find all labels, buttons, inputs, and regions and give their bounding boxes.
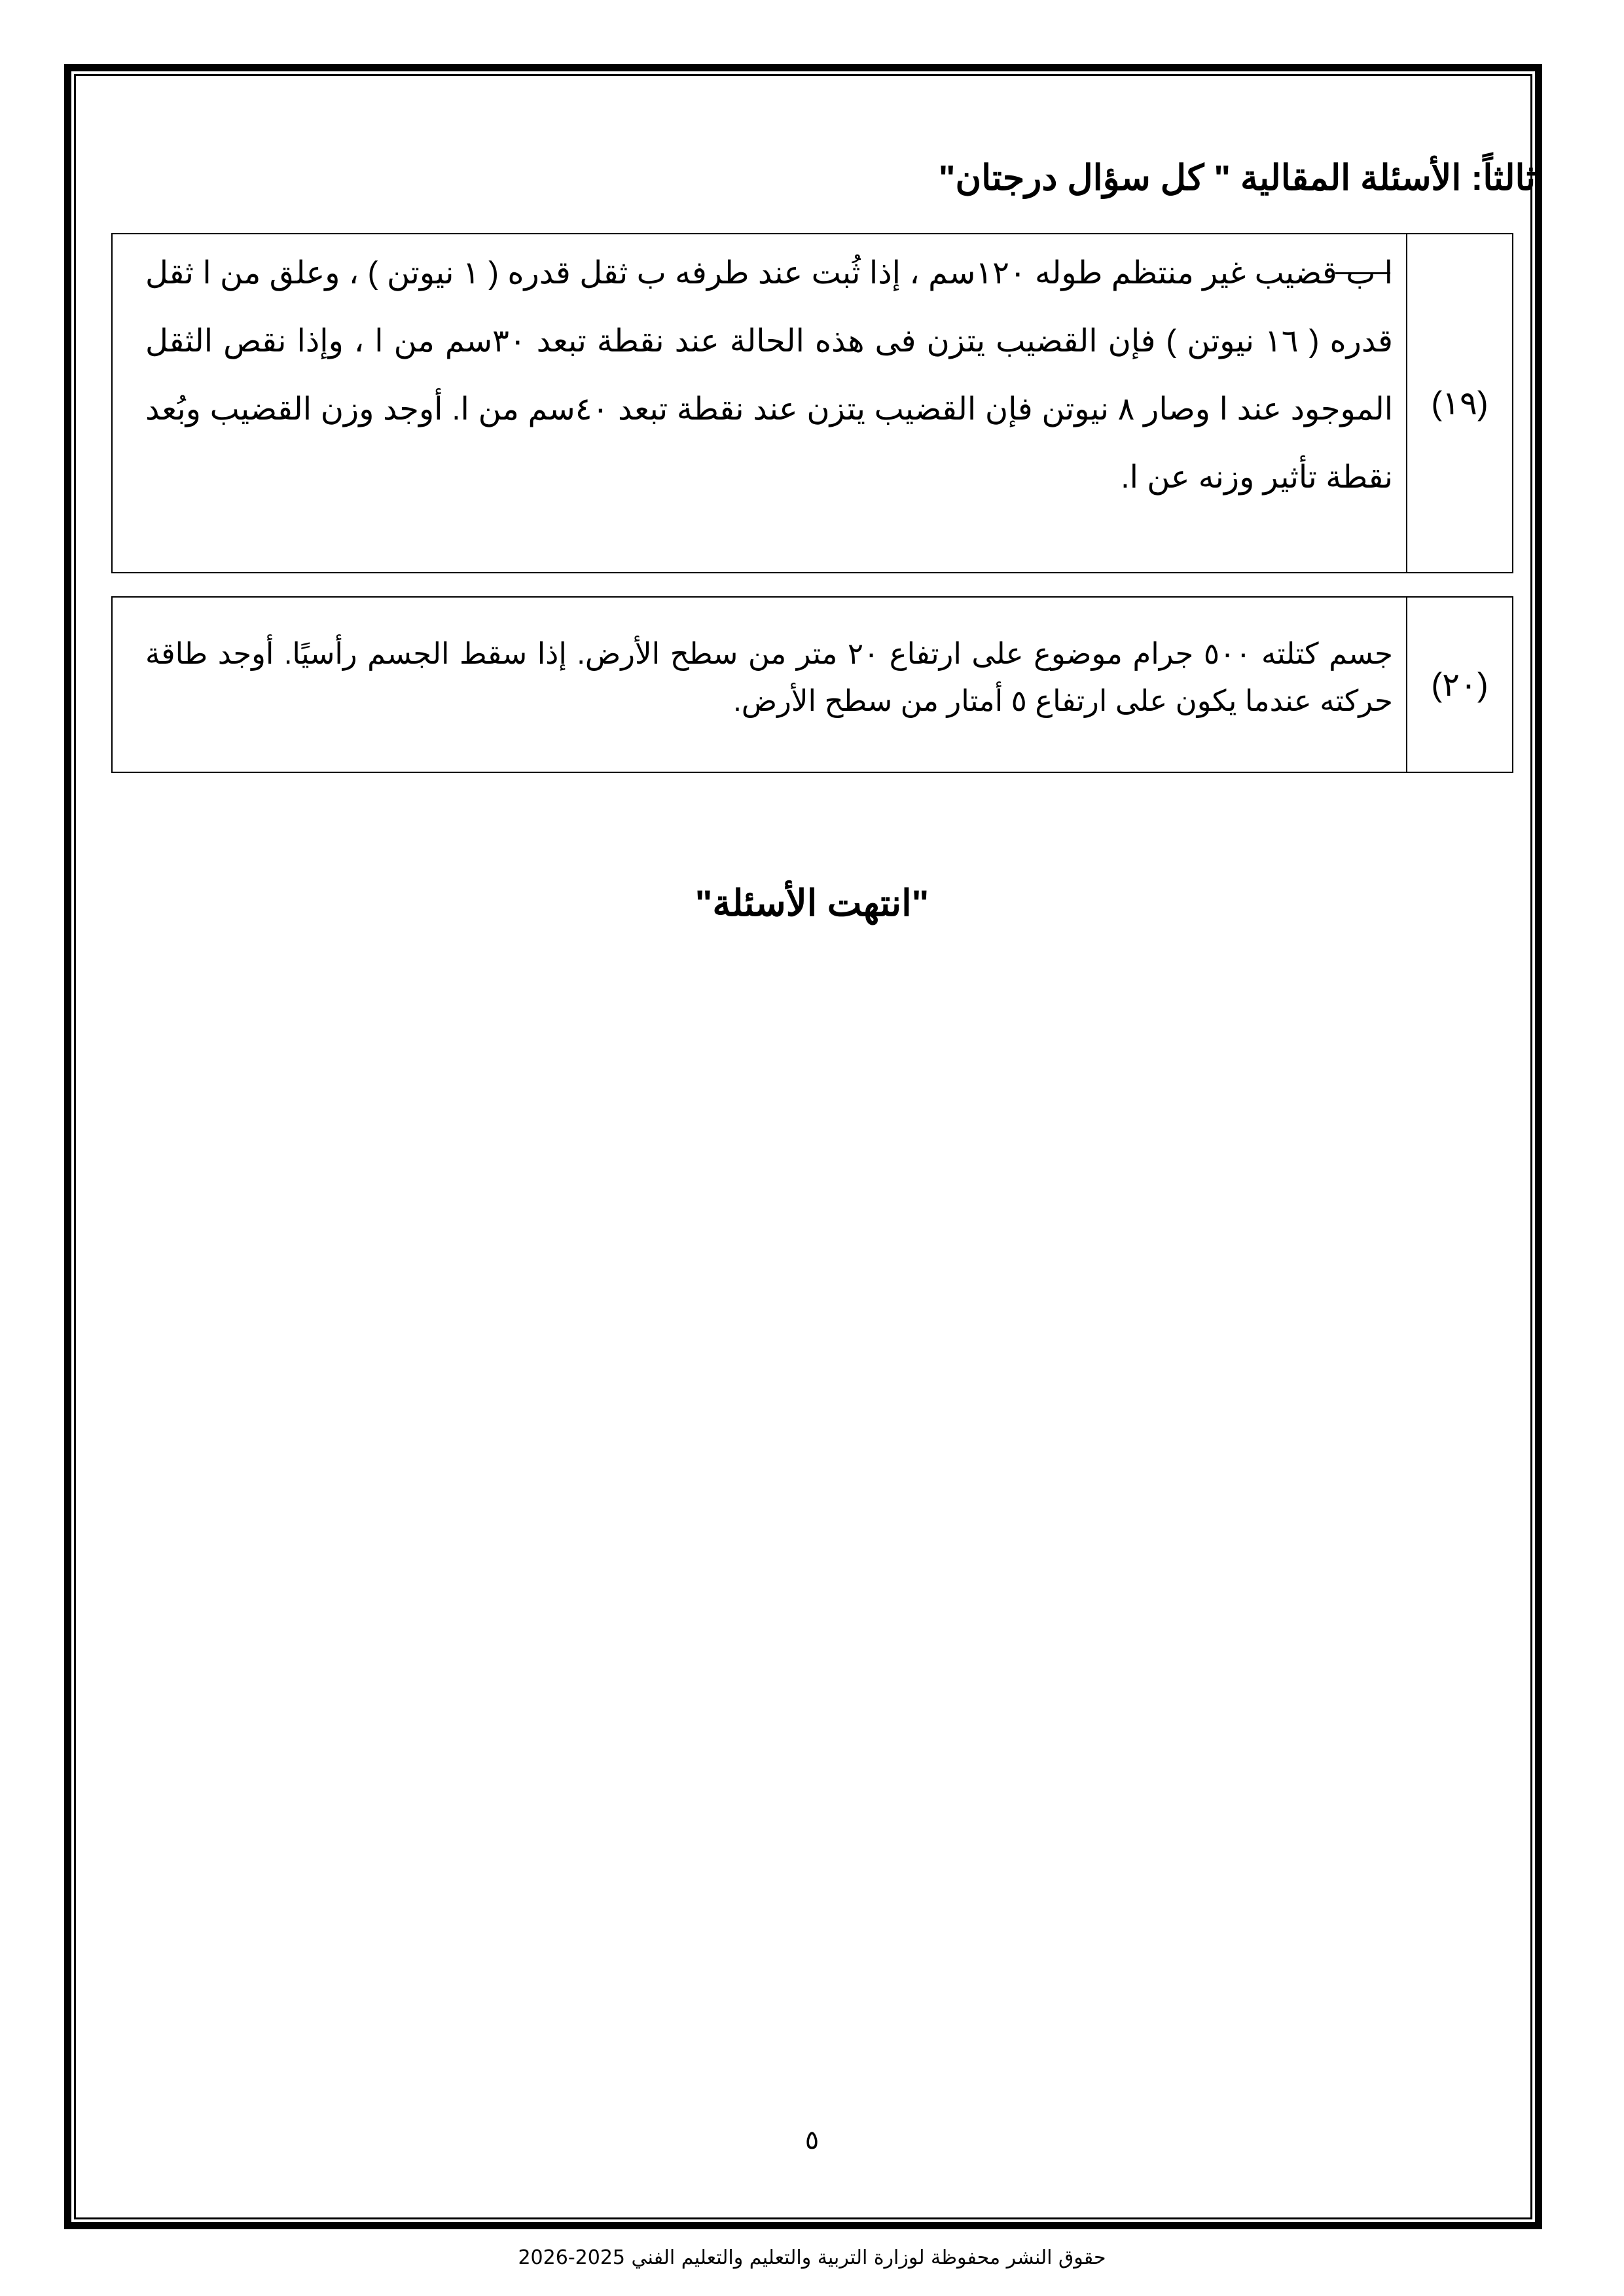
end-of-questions: "انتهت الأسئلة" (695, 882, 929, 924)
question-20-number: (٢٠) (1406, 598, 1512, 772)
question-20-box (111, 596, 1513, 773)
question-19-text: ا ب قضيب غير منتظم طوله ١٢٠سم ، إذا ثُبت عند طرفه ب ثقل قدره ( ١ نيوتن ) ، وعلق من ا ثقل قدره ( ١٦ نيوتن ) فإن القضيب يتزن فى هذه الحالة عند نقطة تبعد ٣٠سم من ا ، وإذا نقص الثقل الموجود عند ا وصار ٨ نيوتن فإن القضيب يتزن عند نقطة تبعد ٤٠سم من ا. أوجد وزن القضيب وبُعد نقطة تأثير وزنه عن ا. (145, 256, 1394, 495)
page-number: ٥ (804, 2126, 820, 2155)
question-19-number: (١٩) (1406, 234, 1512, 572)
section-title: ثالثاً: الأسئلة المقالية " كل سؤال درجتان" (938, 158, 1536, 198)
question-19-box (111, 233, 1513, 573)
question-20-text: جسم كتلته ٥٠٠ جرام موضوع على ارتفاع ٢٠ متر من سطح الأرض. إذا سقط الجسم رأسيًا. أوجد طاقة حركته عندما يكون على ارتفاع ٥ أمتار من سطح الأرض. (145, 637, 1393, 717)
copyright-footer: حقوق النشر محفوظة لوزارة التربية والتعليم والتعليم الفني 2025-2026 (518, 2246, 1106, 2269)
